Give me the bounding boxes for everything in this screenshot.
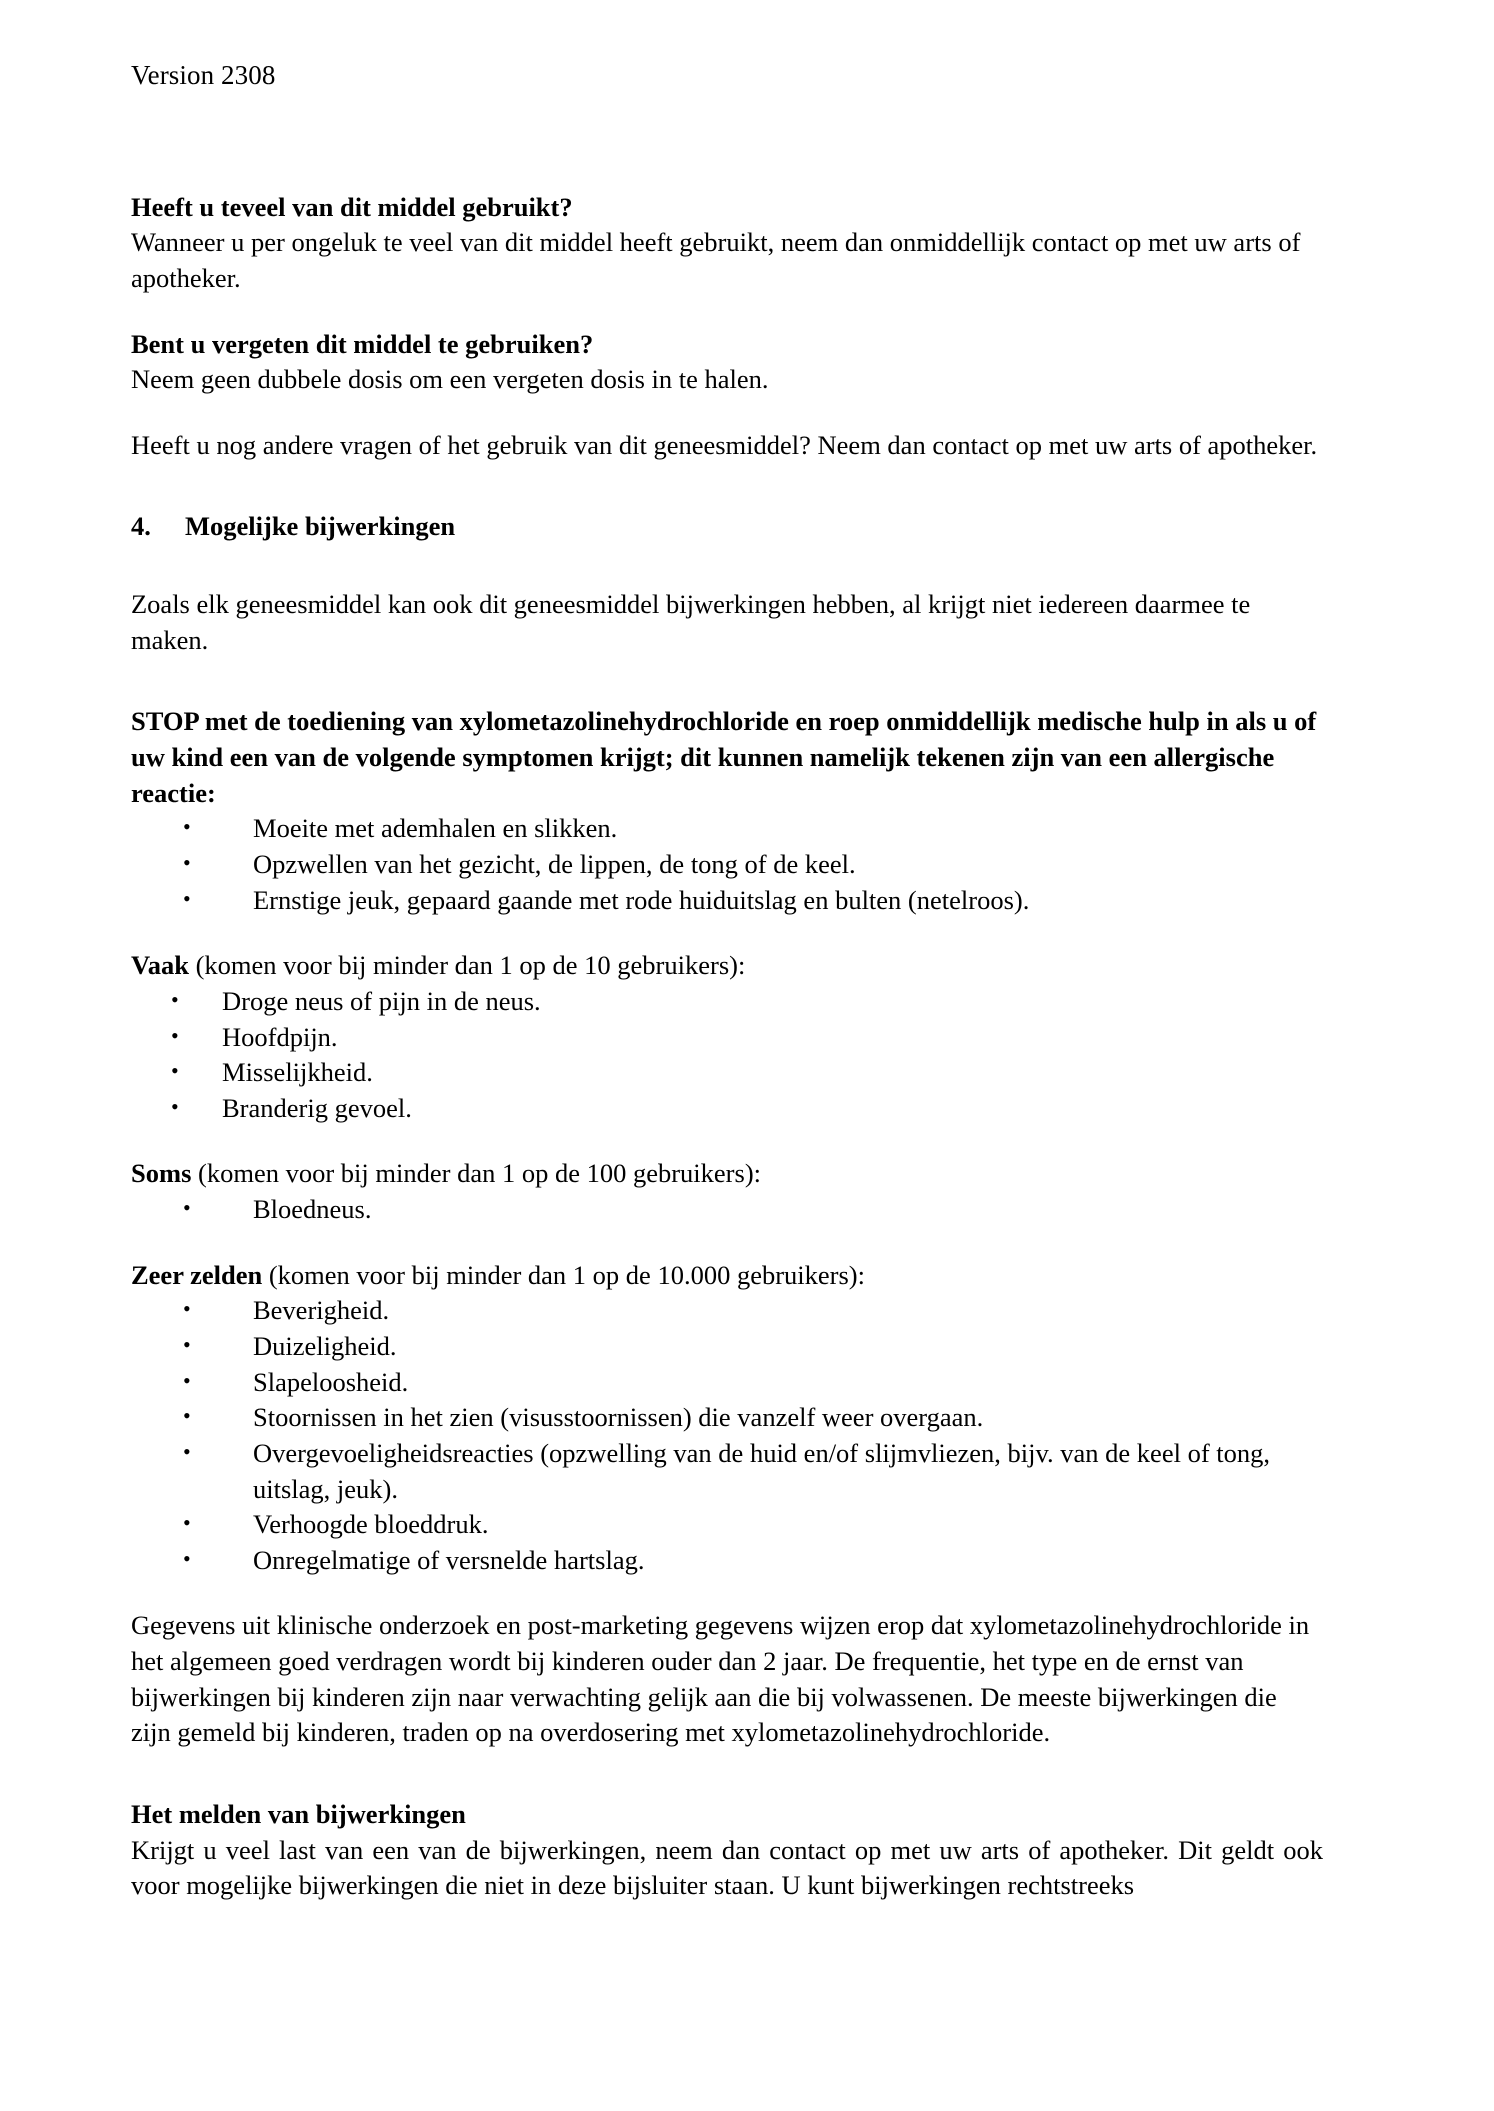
section-4-heading: [131, 509, 1323, 545]
frequency-group-heading: [131, 1258, 1323, 1294]
list-item: • Slapeloosheid.: [131, 1365, 1323, 1401]
frequency-group: [131, 948, 1323, 1126]
section-4-intro: Zoals elk geneesmiddel kan ook dit geneesmiddel bijwerkingen hebben, al krijgt niet iedereen daarmee te maken.: [131, 589, 1251, 655]
list-item: • Onregelmatige of versnelde hartslag.: [131, 1543, 1323, 1579]
frequency-label: Zeer zelden: [131, 1259, 263, 1290]
frequency-qualifier: (komen voor bij minder dan 1 op de 10 gebruikers):: [188, 950, 746, 981]
reporting-heading: Het melden van bijwerkingen: [131, 1799, 466, 1830]
list-item: • Ernstige jeuk, gepaard gaande met rode huiduitslag en bulten (netelroos).: [131, 883, 1323, 919]
allergy-symptom-list: [131, 811, 1323, 918]
overdose-body: Wanneer u per ongeluk te veel van dit middel heeft gebruikt, neem dan onmiddellijk contact op met uw arts of apotheker.: [131, 227, 1301, 293]
frequency-group-heading: [131, 948, 1323, 984]
frequency-item-list: [131, 1293, 1323, 1578]
list-item: • Bloedneus.: [131, 1192, 1323, 1228]
missed-dose-body: Neem geen dubbele dosis om een vergeten dosis in te halen.: [131, 364, 769, 395]
list-item: • Misselijkheid.: [131, 1055, 1323, 1091]
list-item: • Stoornissen in het zien (visusstoornissen) die vanzelf weer overgaan.: [131, 1400, 1323, 1436]
frequency-group: [131, 1156, 1323, 1227]
reporting-body: Krijgt u veel last van een van de bijwerkingen, neem dan contact op met uw arts of apotheker. Dit geldt ook voor mogelijke bijwerkingen die niet in deze bijsluiter staan. U kunt bijwerkingen rechtstreeks: [131, 1834, 1323, 1901]
paediatric-note-block: [131, 1608, 1323, 1751]
list-item: • Overgevoeligheidsreacties (opzwelling van de huid en/of slijmvliezen, bijv. van de keel of tong, uitslag, jeuk).: [131, 1436, 1323, 1507]
frequency-label: Soms: [131, 1158, 192, 1189]
frequency-item-list: [131, 984, 1323, 1127]
more-questions-body: Heeft u nog andere vragen of het gebruik van dit geneesmiddel? Neem dan contact op met uw arts of apotheker.: [131, 429, 1318, 460]
overdose-heading: Heeft u teveel van dit middel gebruikt?: [131, 191, 573, 222]
paediatric-note: Gegevens uit klinische onderzoek en post-marketing gegevens wijzen erop dat xylometazolinehydrochloride in het algemeen goed verdragen wordt bij kinderen ouder dan 2 jaar. De frequentie, het type en de ernst van bijwerkingen bij kinderen zijn naar verwachting gelijk aan die bij volwassenen. De meeste bijwerkingen die zijn gemeld bij kinderen, traden op na overdosering met xylometazolinehydrochloride.: [131, 1610, 1310, 1748]
section-4-number: 4.: [131, 511, 151, 542]
stop-warning-block: [131, 704, 1323, 811]
list-item: • Hoofdpijn.: [131, 1020, 1323, 1056]
list-item: • Moeite met ademhalen en slikken.: [131, 811, 1323, 847]
frequency-label: Vaak: [131, 950, 189, 981]
frequency-qualifier: (komen voor bij minder dan 1 op de 100 gebruikers):: [191, 1158, 762, 1189]
page-content: [131, 58, 1323, 1904]
list-item: • Droge neus of pijn in de neus.: [131, 984, 1323, 1020]
document-version-header: Version 2308: [131, 60, 276, 90]
more-questions-block: [131, 428, 1323, 464]
missed-dose-heading: Bent u vergeten dit middel te gebruiken?: [131, 328, 594, 359]
list-item: • Verhoogde bloeddruk.: [131, 1507, 1323, 1543]
list-item: • Beverigheid.: [131, 1293, 1323, 1329]
section-4-title: Mogelijke bijwerkingen: [185, 511, 456, 542]
list-item: • Opzwellen van het gezicht, de lippen, de tong of de keel.: [131, 847, 1323, 883]
reporting-block: [131, 1797, 1323, 1904]
frequency-groups: [131, 948, 1323, 1578]
frequency-group: [131, 1258, 1323, 1579]
frequency-qualifier: (komen voor bij minder dan 1 op de 10.000 gebruikers):: [262, 1259, 865, 1290]
stop-warning-text: STOP met de toediening van xylometazolinehydrochloride en roep onmiddellijk medische hulp in als u of uw kind een van de volgende symptomen krijgt; dit kunnen namelijk tekenen zijn van een allergische reactie:: [131, 706, 1317, 808]
missed-dose-block: [131, 327, 1323, 398]
overdose-block: [131, 190, 1323, 297]
frequency-item-list: [131, 1192, 1323, 1228]
list-item: • Duizeligheid.: [131, 1329, 1323, 1365]
frequency-group-heading: [131, 1156, 1323, 1192]
section-4-intro-block: [131, 587, 1323, 658]
list-item: • Branderig gevoel.: [131, 1091, 1323, 1127]
